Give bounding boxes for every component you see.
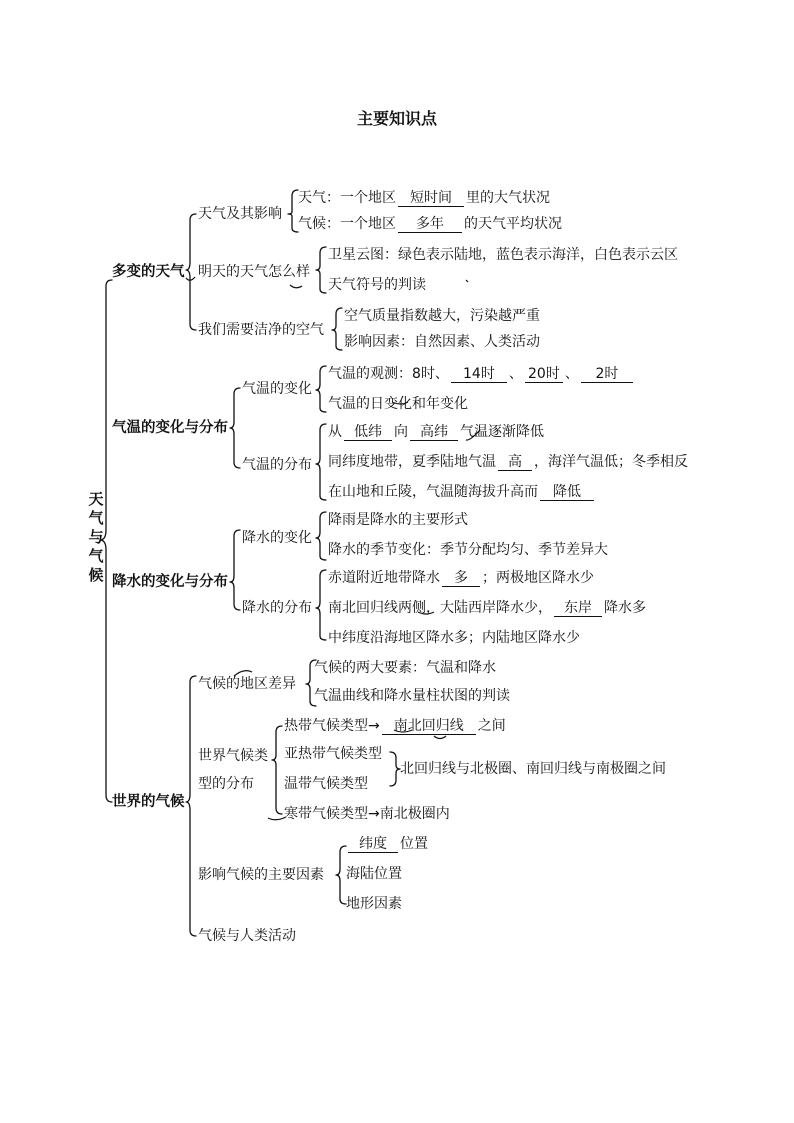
topic-climate-factors: 影响气候的主要因素 [198, 867, 324, 883]
temperature-latitude: 从 低纬 向 高纬 气温逐渐降低 [328, 424, 544, 440]
topic-temperature-change: 气温的变化 [242, 381, 312, 397]
topic-tomorrow-weather: 明天的天气怎么样 [198, 264, 310, 280]
weather-definition: 天气：一个地区 短时间 里的大气状况 [298, 190, 550, 206]
air-quality-index: 空气质量指数越大，污染越严重 [344, 308, 540, 324]
temperature-daily-annual: 气温的日变化和年变化 [328, 396, 468, 412]
satellite-cloud-image: 卫星云图：绿色表示陆地，蓝色表示海洋，白色表示云区 [328, 247, 678, 263]
precipitation-midlatitude: 中纬度沿海地区降水多；内陆地区降水少 [328, 630, 580, 646]
factor-terrain: 地形因素 [346, 896, 402, 912]
blank-answer: 低纬 [344, 425, 392, 441]
temperature-altitude: 在山地和丘陵，气温随海拔升高而 降低 [328, 484, 596, 501]
arrow-icon: → [368, 718, 380, 734]
blank-answer: 东岸 [554, 601, 602, 617]
topic-weather-impact: 天气及其影响 [198, 206, 282, 222]
rain-main-form: 降雨是降水的主要形式 [328, 512, 468, 528]
precipitation-seasonal: 降水的季节变化：季节分配均匀、季节差异大 [328, 542, 608, 558]
factor-latitude: 纬度 位置 [346, 836, 428, 853]
blank-answer: 高 [498, 455, 532, 471]
blank-answer: 多 [442, 571, 480, 587]
climate-definition: 气候：一个地区 多年 的天气平均状况 [298, 216, 562, 232]
section-precipitation: 降水的变化与分布 [112, 574, 228, 590]
page-title: 主要知识点 [356, 109, 437, 128]
section-world-climate: 世界的气候 [112, 794, 185, 810]
topic-climate-types-line1: 世界气候类 [198, 748, 268, 764]
blank-answer: 降低 [540, 485, 594, 501]
blank-answer: 高纬 [410, 425, 458, 441]
subtropical-climate: 亚热带气候类型 [284, 746, 382, 762]
root-topic: 天气与气候 [88, 490, 104, 584]
blank-answer: 短时间 [398, 191, 464, 207]
temperature-observation: 气温的观测：8时、 14时 、 20时 、 2时 [328, 366, 635, 383]
tropical-climate-row: 热带气候类型→ 南北回归线 之间 [284, 718, 506, 734]
temperate-climate: 温带气候类型 [284, 776, 368, 792]
weather-symbols: 天气符号的判读 [328, 277, 426, 293]
topic-temperature-distribution: 气温的分布 [242, 457, 312, 473]
factor-land-sea: 海陆位置 [346, 866, 402, 882]
topic-climate-human-activity: 气候与人类活动 [198, 928, 296, 944]
climate-two-elements: 气候的两大要素：气温和降水 [314, 660, 496, 676]
arrow-icon: → [368, 806, 380, 822]
temperature-land-sea: 同纬度地带，夏季陆地气温 高 ，海洋气温低；冬季相反 [328, 454, 688, 470]
midlatitude-range: 北回归线与北极圈、南回归线与南极圈之间 [400, 761, 666, 777]
topic-clean-air: 我们需要洁净的空气 [198, 322, 324, 338]
air-influence-factors: 影响因素：自然因素、人类活动 [344, 334, 540, 350]
cold-climate-row: 寒带气候类型→南北极圈内 [284, 806, 450, 822]
climate-chart-reading: 气温曲线和降水量柱状图的判读 [314, 688, 510, 704]
blank-answer: 纬度 [348, 837, 398, 853]
topic-precipitation-distribution: 降水的分布 [242, 600, 312, 616]
section-changing-weather: 多变的天气 [112, 264, 185, 280]
blank-answer: 20时 [525, 367, 563, 383]
precipitation-equator: 赤道附近地带降水 多 ；两极地区降水少 [328, 570, 594, 586]
section-temperature: 气温的变化与分布 [112, 420, 228, 436]
blank-answer: 多年 [398, 217, 462, 233]
blank-answer: 2时 [581, 367, 633, 383]
topic-climate-regional-difference: 气候的地区差异 [198, 676, 296, 692]
topic-climate-types-line2: 型的分布 [198, 776, 254, 792]
blank-answer: 14时 [451, 367, 507, 383]
blank-answer: 南北回归线 [382, 719, 476, 735]
topic-precipitation-change: 降水的变化 [242, 530, 312, 546]
precipitation-tropics: 南北回归线两侧，大陆西岸降水少， 东岸 降水多 [328, 600, 646, 616]
